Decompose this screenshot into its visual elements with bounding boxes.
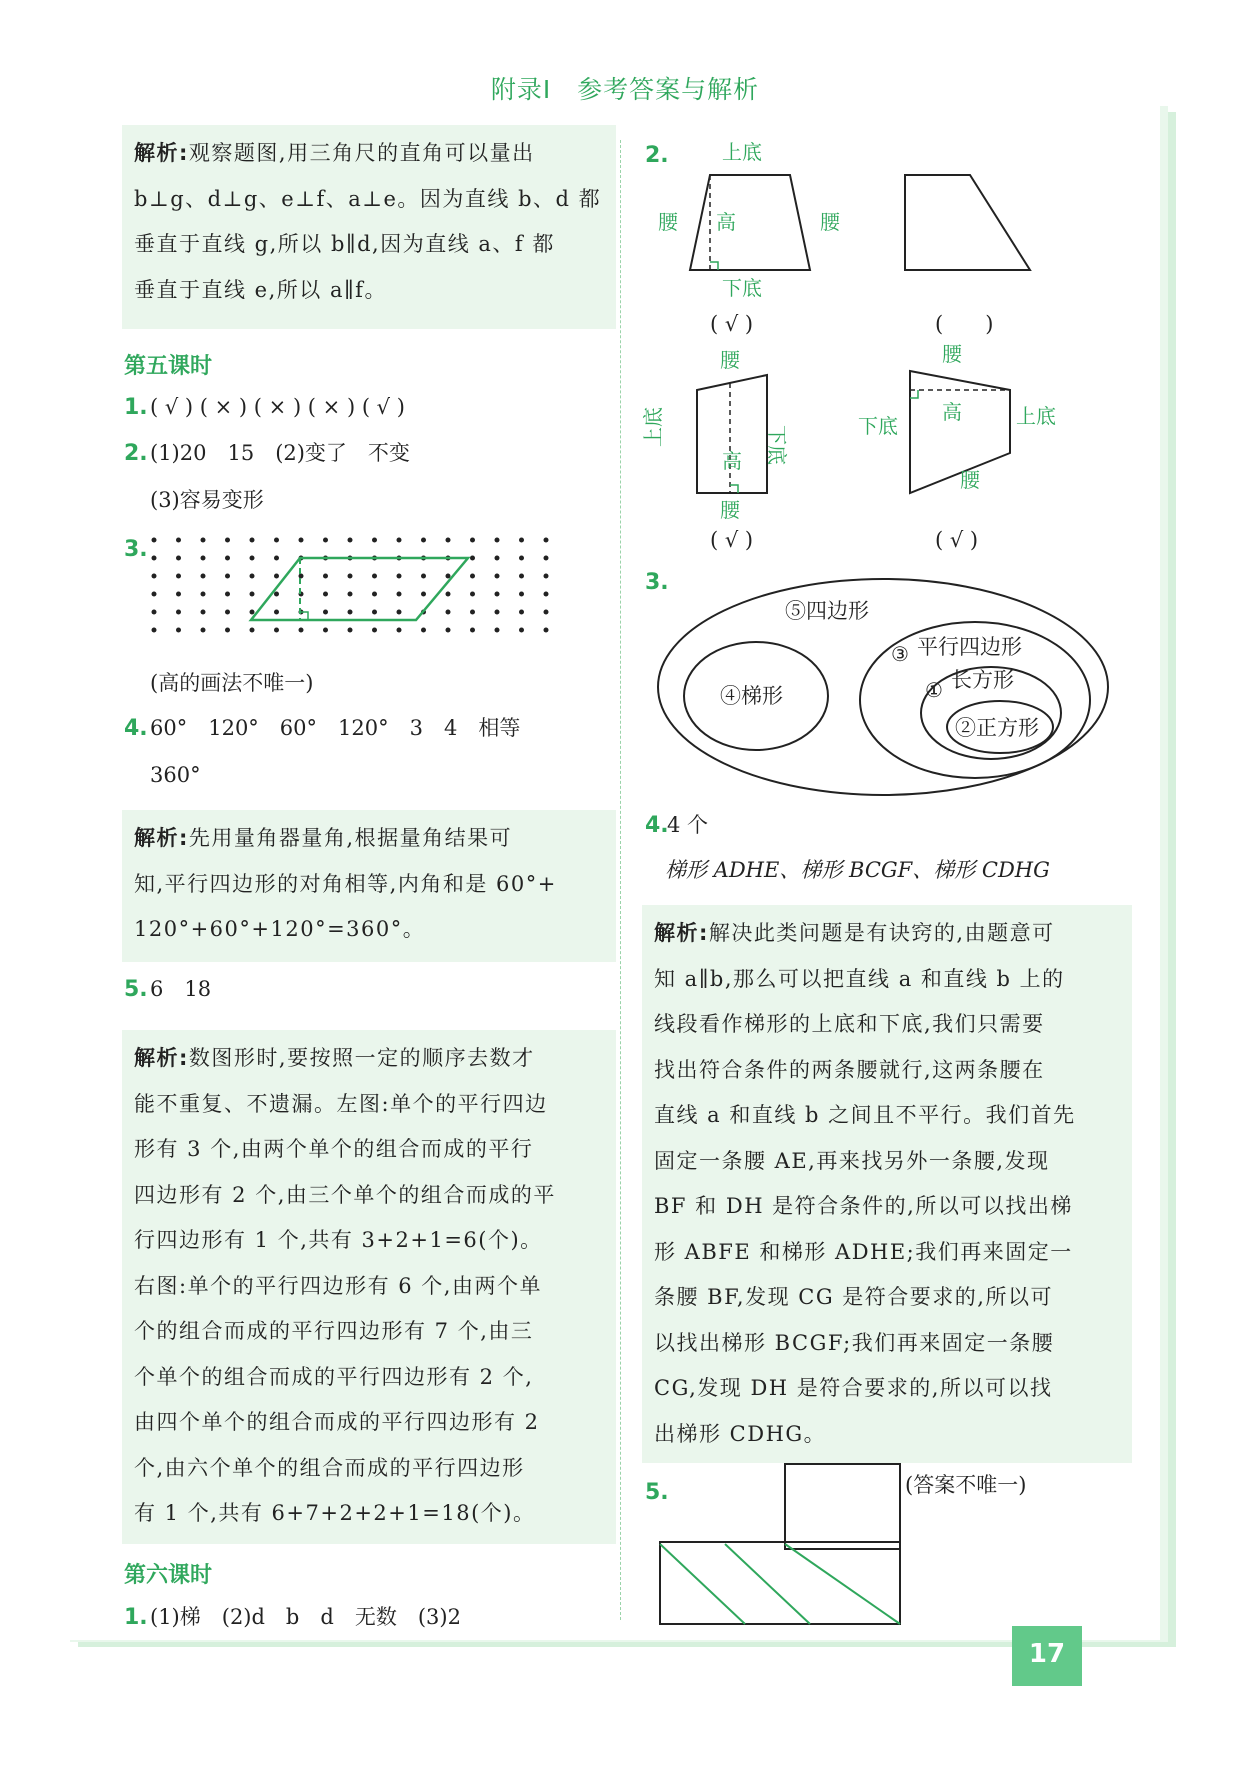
analysis-box-3: 解析:数图形时,要按照一定的顺序去数才 能不重复、不遗漏。左图:单个的平行四边 形有 3 个,由两个单个的组合而成的平行 四边形有 2 个,由三个单个的组合而成的平 行四边形有 1 个,共有 3+2+1=6(个)。 右图:单个的平行四边形有 6 个,由两个单 个的组合而成的平行四边形有 7 个,由三 个单个的组合而成的平行四边形有 2 个, 由四个单个的组合而成的平行四边形有 2 个,由六个单个的组合而成的平行四边形 有 1 个,共有 6+7+2+2+1=18(个)。: [122, 1030, 616, 1544]
grid-dot: [397, 538, 402, 543]
page-header: 附录Ⅰ 参考答案与解析: [490, 75, 760, 104]
grid-dot: [225, 592, 230, 597]
dot-grid-parallelogram: [140, 528, 610, 658]
grid-dot: [274, 538, 279, 543]
l5-q5-num: 5.: [124, 977, 148, 1002]
fig1-mark: ( √ ): [710, 312, 754, 336]
r-q5-num: 5.: [645, 1480, 669, 1505]
grid-dot: [372, 592, 377, 597]
grid-dot: [201, 538, 206, 543]
grid-dot: [201, 556, 206, 561]
grid-dot: [495, 610, 500, 615]
grid-dot: [421, 538, 426, 543]
fig1-height-label: 高: [716, 210, 736, 234]
l6-q1-answer: (1)梯 (2)d b d 无数 (3)2: [150, 1605, 461, 1629]
grid-dot: [544, 556, 549, 561]
grid-dot: [495, 628, 500, 633]
grid-dot: [495, 592, 500, 597]
r-q5-note: (答案不唯一): [905, 1473, 1027, 1497]
grid-dot: [152, 538, 157, 543]
grid-dot: [519, 556, 524, 561]
grid-dot: [250, 538, 255, 543]
grid-dot: [323, 610, 328, 615]
grid-dot: [348, 538, 353, 543]
grid-dot: [323, 592, 328, 597]
grid-dot: [225, 574, 230, 579]
l5-q3-num: 3.: [124, 537, 148, 562]
l5-q5-answer: 6 18: [150, 977, 212, 1001]
grid-dot: [470, 574, 475, 579]
fig4-leg-bottom-label: 腰: [960, 468, 980, 492]
fig4-leg-top-label: 腰: [942, 342, 962, 366]
grid-dot: [519, 610, 524, 615]
grid-dot: [446, 574, 451, 579]
fig1-leg-left-label: 腰: [658, 210, 678, 234]
grid-dot: [446, 592, 451, 597]
r-q4-line2: 梯形 ADHE、梯形 BCGF、梯形 CDHG: [665, 858, 1050, 882]
r-q3-num: 3.: [645, 570, 669, 595]
grid-dot: [274, 592, 279, 597]
grid-dot: [446, 628, 451, 633]
l5-q2-num: 2.: [124, 441, 148, 466]
grid-dot: [544, 592, 549, 597]
grid-dot: [348, 610, 353, 615]
analysis-box-1: 解析:观察题图,用三角尺的直角可以量出 b⊥g、d⊥g、e⊥f、a⊥e。因为直线 b、d 都 垂直于直线 g,所以 b∥d,因为直线 a、f 都 垂直于直线 e,所以 a∥f。: [122, 125, 616, 329]
grid-dot: [519, 574, 524, 579]
fig4-height-label: 高: [942, 400, 962, 424]
grid-dot: [372, 574, 377, 579]
grid-dot: [176, 556, 181, 561]
grid-dot: [225, 628, 230, 633]
grid-dot: [201, 592, 206, 597]
venn-square: ②正方形: [955, 716, 1039, 740]
lesson6-title: 第六课时: [124, 1563, 213, 1588]
grid-dot: [250, 592, 255, 597]
fig3-leg-bottom-label: 腰: [720, 498, 740, 522]
grid-dot: [323, 574, 328, 579]
fig3-leg-top-label: 腰: [720, 348, 740, 372]
l5-q4-line2: 360°: [150, 763, 201, 787]
venn-num3: ③: [891, 642, 909, 666]
grid-dot: [152, 574, 157, 579]
grid-dot: [225, 610, 230, 615]
l5-q3-note: (高的画法不唯一): [150, 671, 314, 695]
fig3-bottom-label: 下底: [765, 425, 789, 465]
grid-dot: [421, 628, 426, 633]
grid-dot: [544, 538, 549, 543]
l5-q2-line2: (3)容易变形: [150, 488, 264, 512]
grid-dot: [421, 574, 426, 579]
grid-dot: [348, 574, 353, 579]
grid-dot: [225, 538, 230, 543]
grid-dot: [152, 628, 157, 633]
l6-q1-num: 1.: [124, 1605, 148, 1630]
grid-dot: [274, 574, 279, 579]
r-q2-num: 2.: [645, 143, 669, 168]
quadrilateral-venn: [655, 575, 1115, 800]
grid-dot: [201, 574, 206, 579]
grid-dot: [470, 610, 475, 615]
grid-dot: [421, 592, 426, 597]
analysis-box-4: 解析:解决此类问题是有诀窍的,由题意可 知 a∥b,那么可以把直线 a 和直线 b 上的 线段看作梯形的上底和下底,我们只需要 找出符合条件的两条腰就行,这两条腰在 直线 a 和直线 b 之间且不平行。我们首先 固定一条腰 AE,再来找另外一条腰,发现 BF 和 DH 是符合条件的,所以可以找出梯 形 ABFE 和梯形 ADHE;我们再来固定一 条腰 BF,发现 CG 是符合要求的,所以可 以找出梯形 BCGF;我们再来固定一条腰 CG,发现 DH 是符合要求的,所以可以找 出梯形 CDHG。: [642, 905, 1132, 1463]
l5-q1-num: 1.: [124, 395, 148, 420]
grid-dot: [470, 592, 475, 597]
grid-dot: [225, 556, 230, 561]
page-number: 17: [1012, 1626, 1082, 1686]
grid-dot: [519, 628, 524, 633]
grid-dot: [446, 610, 451, 615]
grid-dot: [372, 628, 377, 633]
grid-dot: [495, 574, 500, 579]
grid-dot: [299, 538, 304, 543]
r-q4-line1: 4 个: [667, 813, 709, 837]
column-divider: [620, 140, 621, 1620]
fig3-top-label: 上底: [641, 407, 665, 447]
grid-dot: [176, 610, 181, 615]
grid-dot: [323, 628, 328, 633]
grid-dot: [470, 556, 475, 561]
l5-q1-answer: ( √ ) ( × ) ( × ) ( × ) ( √ ): [150, 395, 405, 419]
l5-q2-line1: (1)20 15 (2)变了 不变: [150, 441, 410, 465]
grid-dot: [544, 574, 549, 579]
lesson5-title: 第五课时: [124, 354, 213, 379]
fig1-leg-right-label: 腰: [820, 210, 840, 234]
grid-dot: [250, 610, 255, 615]
venn-num1: ①: [925, 678, 943, 702]
venn-rectangle: 长方形: [951, 668, 1014, 692]
grid-dot: [250, 628, 255, 633]
fig1-top-label: 上底: [722, 140, 762, 164]
grid-dot: [397, 592, 402, 597]
grid-dot: [519, 538, 524, 543]
r-q4-num: 4.: [645, 813, 669, 838]
fig4-top-label: 上底: [1016, 404, 1056, 428]
venn-quadrilateral: ⑤四边形: [785, 599, 869, 623]
grid-dot: [274, 628, 279, 633]
grid-dot: [176, 592, 181, 597]
grid-dot: [544, 628, 549, 633]
analysis-box-2: 解析:先用量角器量角,根据量角结果可 知,平行四边形的对角相等,内角和是 60°+ 120°+60°+120°=360°。: [122, 810, 616, 962]
rectangle-cut-figure: [655, 1462, 915, 1632]
grid-dot: [152, 610, 157, 615]
grid-dot: [446, 538, 451, 543]
grid-dot: [250, 574, 255, 579]
grid-dot: [372, 610, 377, 615]
grid-dot: [250, 556, 255, 561]
venn-parallelogram: 平行四边形: [917, 635, 1022, 659]
grid-dot: [152, 556, 157, 561]
grid-dot: [299, 574, 304, 579]
grid-dot: [274, 556, 279, 561]
l5-q4-line1: 60° 120° 60° 120° 3 4 相等: [150, 716, 521, 740]
grid-dot: [274, 610, 279, 615]
fig4-bottom-label: 下底: [858, 414, 898, 438]
grid-dot: [348, 628, 353, 633]
grid-dot: [470, 538, 475, 543]
grid-dot: [372, 538, 377, 543]
fig1-bottom-label: 下底: [722, 276, 762, 300]
grid-dot: [544, 610, 549, 615]
fig3-height-label: 高: [722, 449, 742, 473]
l5-q4-num: 4.: [124, 716, 148, 741]
grid-dot: [201, 628, 206, 633]
grid-dot: [495, 556, 500, 561]
grid-dot: [495, 538, 500, 543]
venn-trapezoid: ④梯形: [720, 684, 783, 708]
fig3-mark: ( √ ): [710, 528, 754, 552]
grid-dot: [397, 574, 402, 579]
grid-dot: [470, 628, 475, 633]
grid-dot: [176, 538, 181, 543]
grid-dot: [176, 628, 181, 633]
grid-dot: [201, 610, 206, 615]
trapezoid-figures: [641, 135, 1070, 565]
fig4-mark: ( √ ): [935, 528, 979, 552]
grid-dot: [176, 574, 181, 579]
grid-dot: [299, 628, 304, 633]
grid-dot: [519, 592, 524, 597]
grid-dot: [348, 592, 353, 597]
grid-dot: [397, 628, 402, 633]
grid-dot: [323, 538, 328, 543]
fig2-mark: ( ): [935, 312, 994, 336]
grid-dot: [152, 592, 157, 597]
grid-dot: [397, 610, 402, 615]
